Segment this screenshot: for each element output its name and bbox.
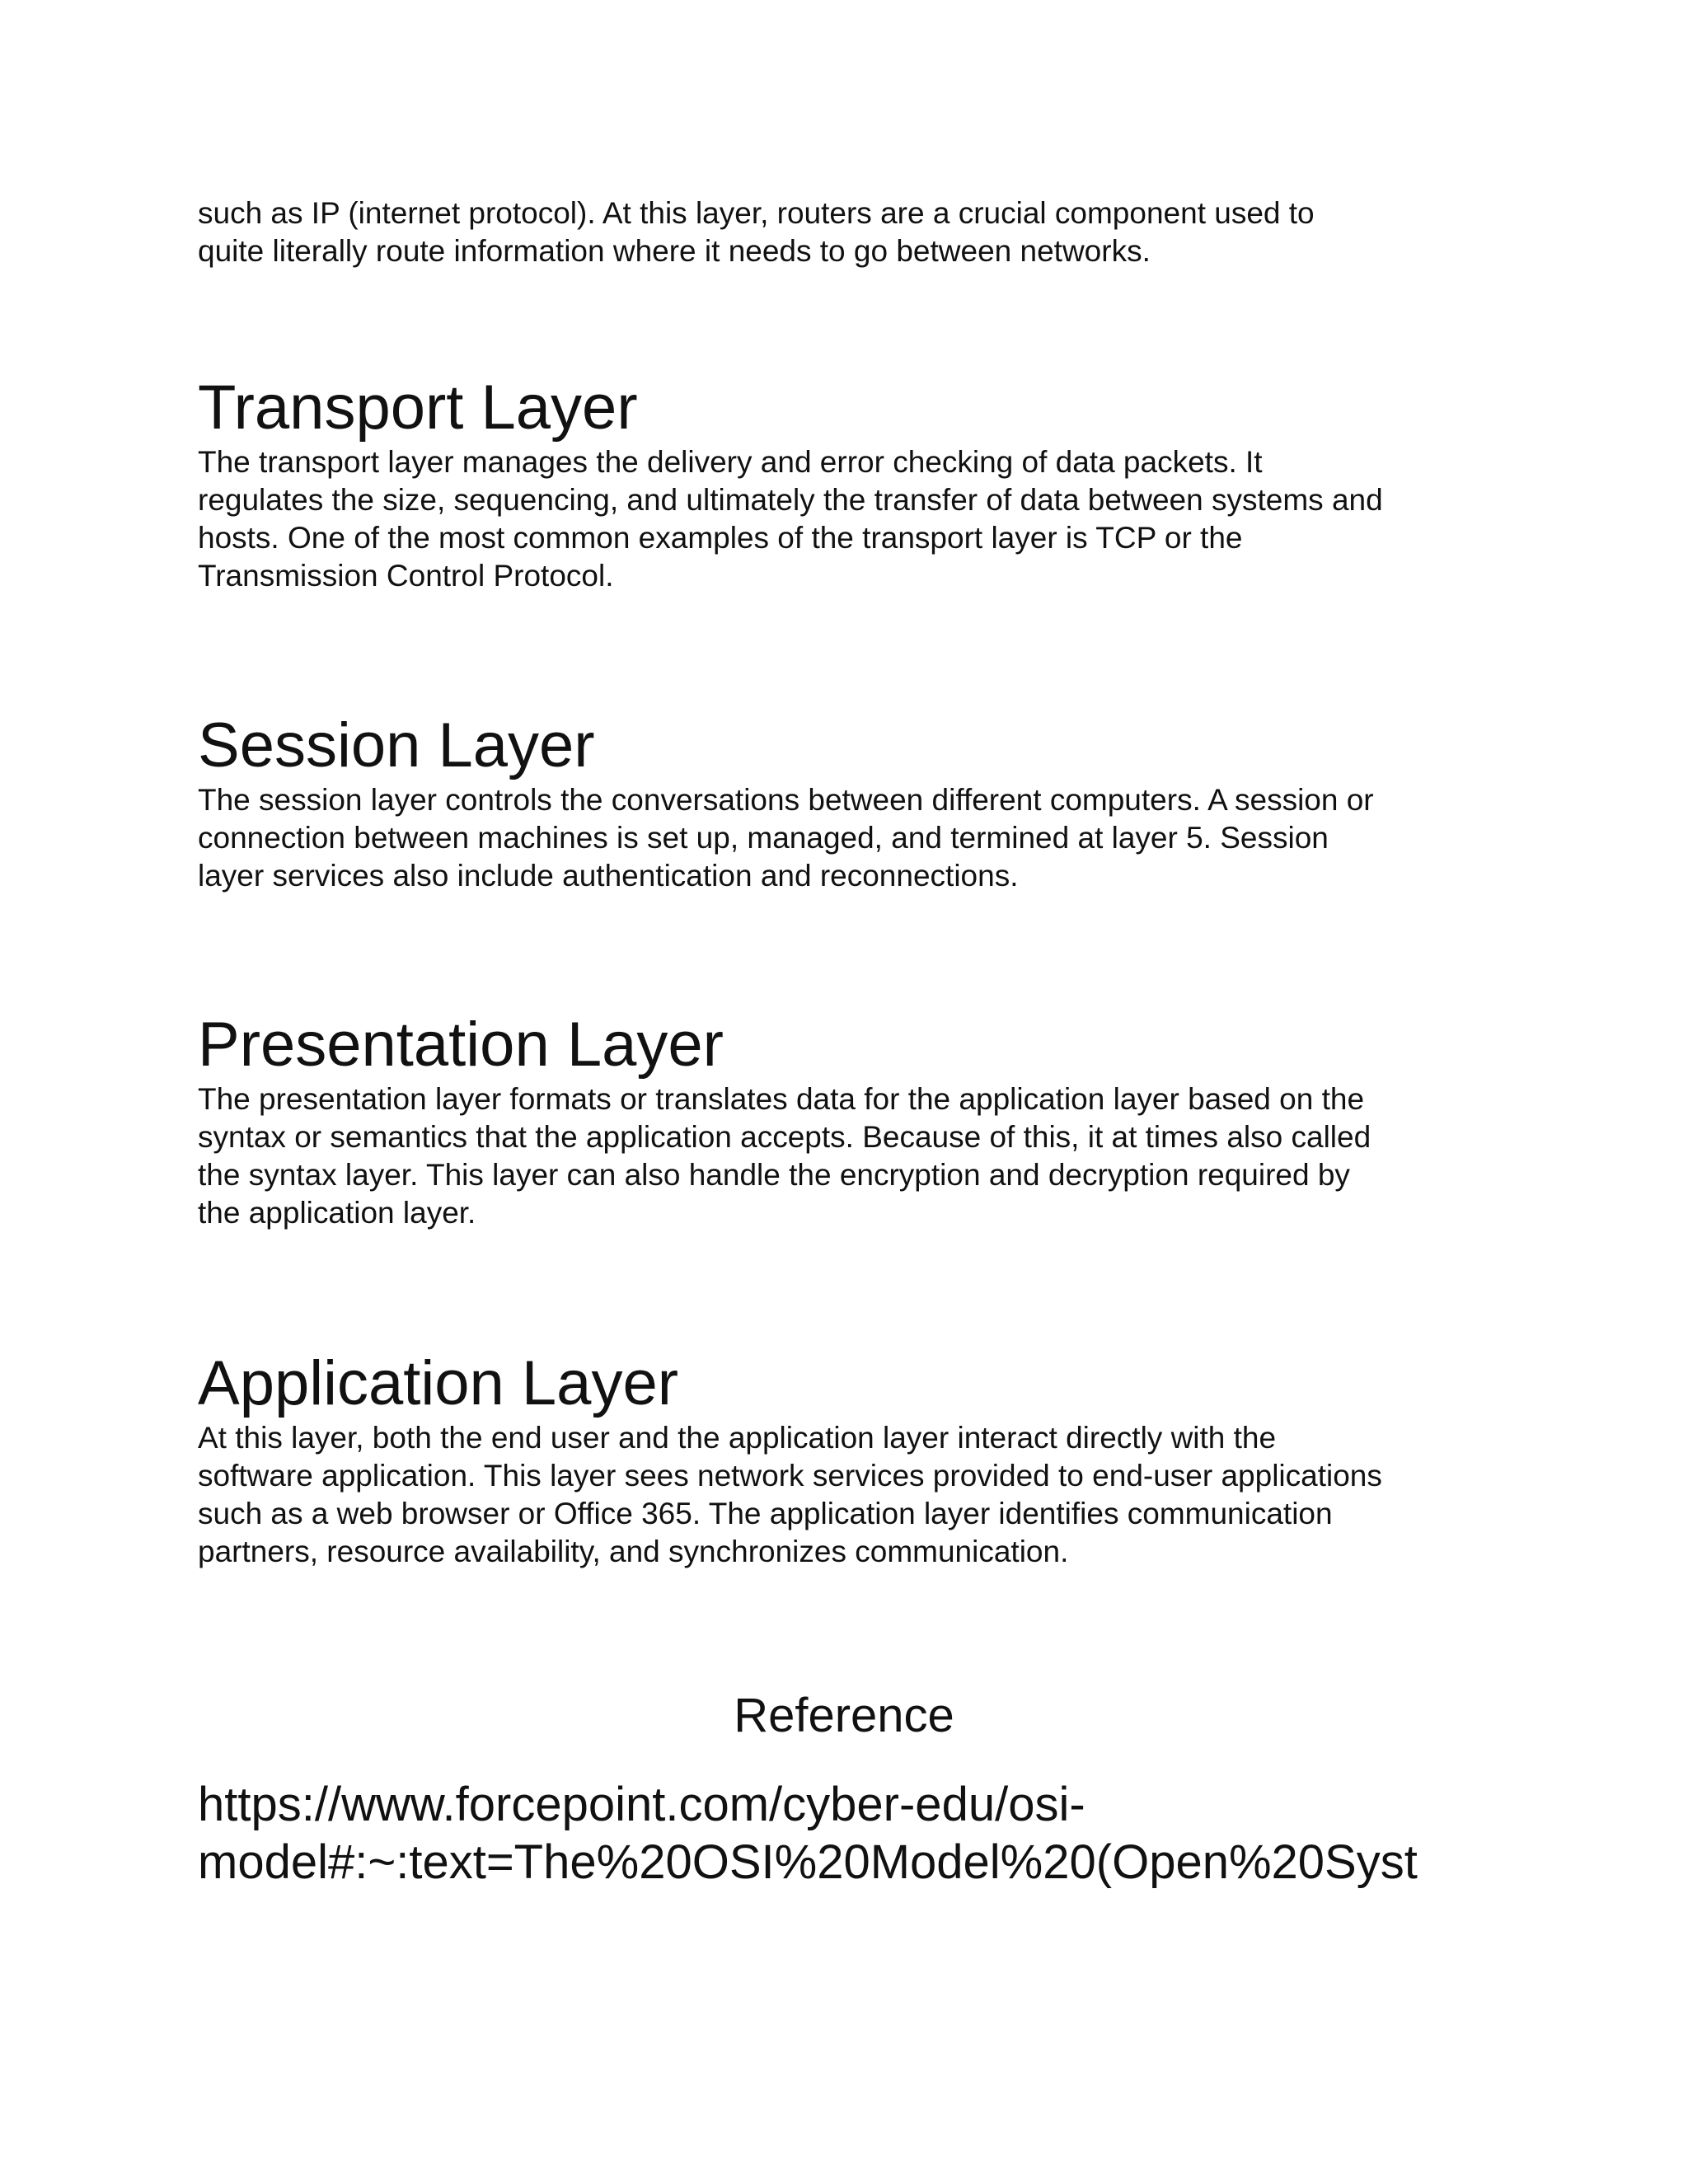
url-line[interactable]: https://www.forcepoint.com/cyber-edu/osi- bbox=[198, 1778, 1085, 1831]
body-line: layer services also include authentication and reconnections. bbox=[198, 859, 1019, 893]
section-application-layer bbox=[198, 1347, 1500, 1571]
body-line: connection between machines is set up, managed, and termined at layer 5. Session bbox=[198, 821, 1329, 855]
body-line: regulates the size, sequencing, and ultimately the transfer of data between systems and bbox=[198, 483, 1383, 517]
intro-line: such as IP (internet protocol). At this layer, routers are a crucial component used to bbox=[198, 196, 1315, 230]
body-line: At this layer, both the end user and the application layer interact directly with the bbox=[198, 1421, 1277, 1455]
section-body bbox=[198, 1419, 1500, 1571]
section-body bbox=[198, 443, 1500, 595]
body-line: Transmission Control Protocol. bbox=[198, 559, 614, 593]
body-line: The transport layer manages the delivery and error checking of data packets. It bbox=[198, 445, 1263, 479]
section-heading: Transport Layer bbox=[198, 373, 638, 443]
section-presentation-layer bbox=[198, 1008, 1500, 1232]
intro-paragraph bbox=[198, 194, 1500, 270]
section-session-layer bbox=[198, 709, 1500, 895]
body-line: the application layer. bbox=[198, 1196, 476, 1230]
body-line: such as a web browser or Office 365. The application layer identifies communication bbox=[198, 1497, 1333, 1530]
body-line: the syntax layer. This layer can also handle the encryption and decryption required by bbox=[198, 1158, 1350, 1192]
section-heading: Session Layer bbox=[198, 710, 595, 780]
intro-line: quite literally route information where it needs to go between networks. bbox=[198, 234, 1151, 268]
body-line: software application. This layer sees network services provided to end-user applications bbox=[198, 1459, 1382, 1493]
body-line: The presentation layer formats or translates data for the application layer based on the bbox=[198, 1082, 1365, 1116]
body-line: hosts. One of the most common examples of the transport layer is TCP or the bbox=[198, 521, 1243, 555]
body-line: partners, resource availability, and synchronizes communication. bbox=[198, 1535, 1069, 1568]
body-line: syntax or semantics that the application accepts. Because of this, it at times also called bbox=[198, 1120, 1372, 1154]
section-heading: Presentation Layer bbox=[198, 1010, 724, 1080]
body-line: The session layer controls the conversations between different computers. A session or bbox=[198, 783, 1374, 817]
section-body bbox=[198, 781, 1500, 895]
url-line[interactable]: model#:~:text=The%20OSI%20Model%20(Open%20Syst bbox=[198, 1835, 1418, 1889]
section-heading: Application Layer bbox=[198, 1348, 679, 1418]
section-transport-layer bbox=[198, 371, 1500, 595]
reference-title: Reference bbox=[734, 1689, 954, 1742]
section-body bbox=[198, 1080, 1500, 1232]
reference-url[interactable] bbox=[198, 1776, 1500, 1891]
